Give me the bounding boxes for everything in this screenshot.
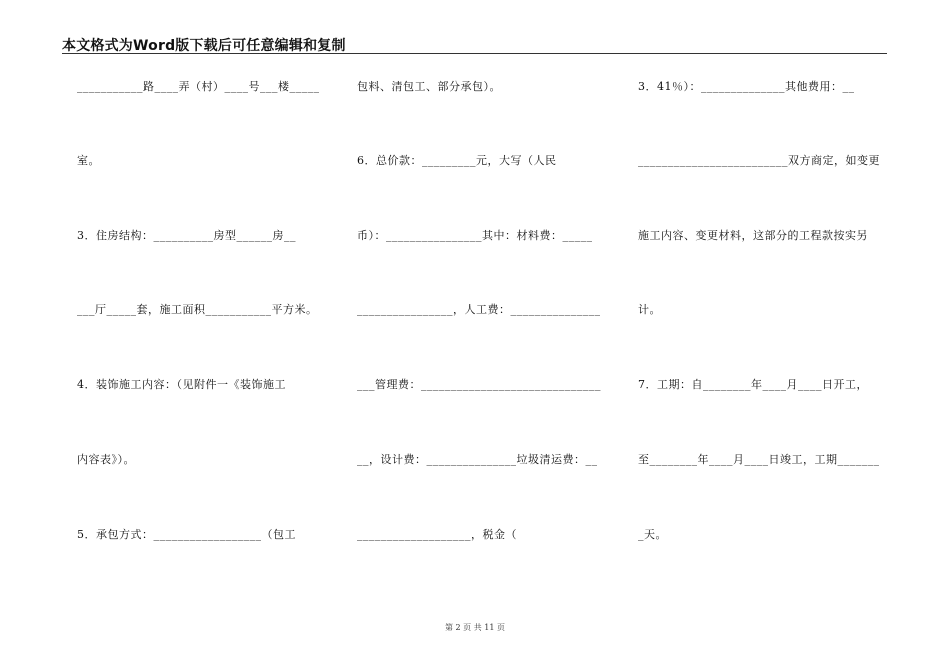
- text-line: _________________________双方商定，如变更: [638, 154, 880, 167]
- text-line: 至________年____月____日竣工，工期_______: [638, 453, 880, 466]
- text-line: 4．装饰施工内容：（见附件一《装饰施工: [77, 378, 286, 391]
- text-line: 7．工期：自________年____月____日开工，: [638, 378, 868, 391]
- text-line: 施工内容、变更材料，这部分的工程款按实另: [638, 229, 868, 242]
- text-line: ___管理费：______________________________: [357, 378, 601, 391]
- text-line: 计。: [638, 303, 661, 316]
- text-line: _天。: [638, 528, 667, 541]
- header-divider: [62, 53, 887, 54]
- text-line: 5．承包方式：__________________（包工: [77, 528, 296, 541]
- text-line: 包料、清包工、部分承包）。: [357, 80, 501, 93]
- text-line: 内容表》）。: [77, 453, 135, 466]
- page-number: 第 2 页 共 11 页: [445, 623, 505, 632]
- text-line: 3．住房结构：__________房型______房__: [77, 229, 296, 242]
- text-line: ________________，人工费：_______________: [357, 303, 601, 316]
- text-line: 6．总价款：_________元，大写（人民: [357, 154, 557, 167]
- text-line: ___________________，税金（: [357, 528, 517, 541]
- text-line: __，设计费：_______________垃圾清运费：__: [357, 453, 598, 466]
- text-line: ___厅_____套，施工面积___________平方米。: [77, 303, 318, 316]
- text-line: 室。: [77, 154, 100, 167]
- text-line: ___________路____弄（村）____号___楼_____: [77, 80, 320, 93]
- header-title: 本文格式为Word版下载后可任意编辑和复制: [62, 38, 346, 54]
- text-line: 币）：________________其中：材料费：_____: [357, 229, 593, 242]
- text-line: 3．41％）：______________其他费用：__: [638, 80, 855, 93]
